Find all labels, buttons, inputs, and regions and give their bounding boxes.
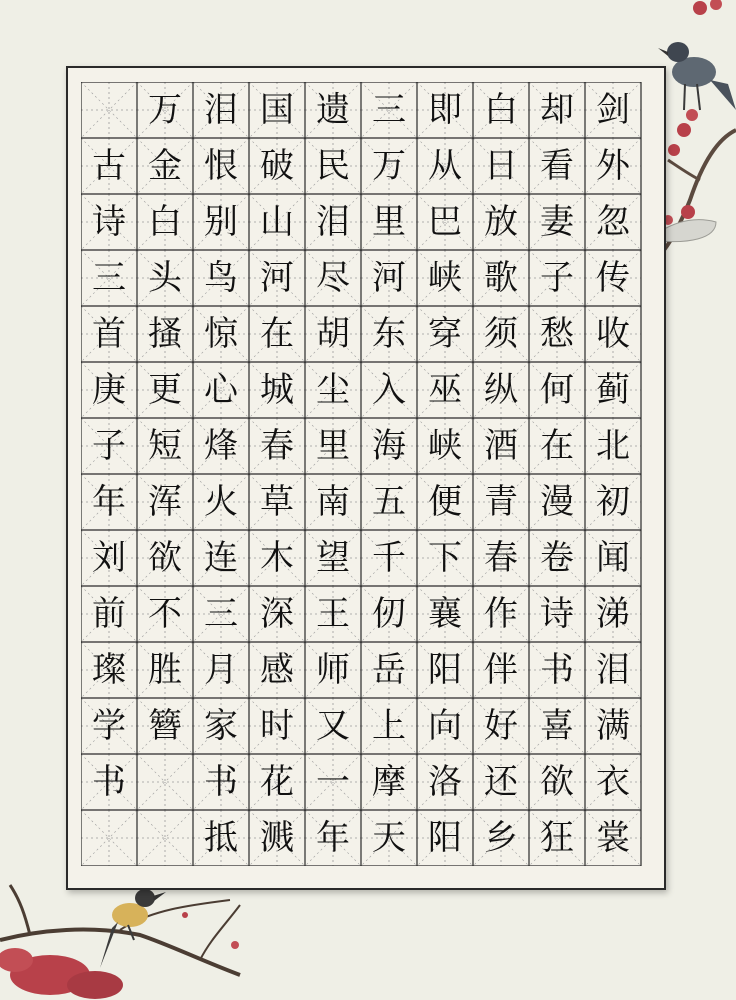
character-cell: 千 bbox=[372, 538, 406, 578]
character-cell: 恨 bbox=[204, 146, 238, 186]
character-cell: 闻 bbox=[596, 538, 630, 578]
character-cell: 泪 bbox=[596, 650, 630, 690]
character-cell: 歌 bbox=[484, 258, 518, 298]
character-cell: 即 bbox=[428, 90, 462, 130]
character-cell: 海 bbox=[372, 426, 406, 466]
character-cell: 剑 bbox=[596, 90, 630, 130]
character-cell: 万 bbox=[148, 90, 182, 130]
character-cell: 南 bbox=[316, 482, 350, 522]
character-cell: 木 bbox=[260, 538, 294, 578]
character-cell: 深 bbox=[260, 594, 294, 634]
character-cell: 春 bbox=[260, 426, 294, 466]
character-cell: 须 bbox=[484, 314, 518, 354]
character-cell: 万 bbox=[372, 146, 406, 186]
character-cell: 入 bbox=[372, 370, 406, 410]
character-cell: 酒 bbox=[484, 426, 518, 466]
character-cell: 望 bbox=[316, 538, 350, 578]
character-cell: 好 bbox=[484, 706, 518, 746]
character-cell: 书 bbox=[92, 762, 126, 802]
character-cell: 裳 bbox=[596, 818, 630, 858]
character-cell: 传 bbox=[596, 258, 630, 298]
character-cell: 天 bbox=[372, 818, 406, 858]
character-cell: 学 bbox=[92, 706, 126, 746]
character-cell: 抵 bbox=[204, 818, 238, 858]
character-cell: 胡 bbox=[316, 314, 350, 354]
character-cell: 仞 bbox=[372, 594, 406, 634]
character-cell: 穿 bbox=[428, 314, 462, 354]
character-cell: 白 bbox=[148, 202, 182, 242]
character-cell: 乡 bbox=[484, 818, 518, 858]
character-cell: 烽 bbox=[204, 426, 238, 466]
character-cell: 诗 bbox=[92, 202, 126, 242]
character-cell: 欲 bbox=[148, 538, 182, 578]
character-cell: 作 bbox=[484, 594, 518, 634]
character-cell: 蓟 bbox=[596, 370, 630, 410]
character-cell: 青 bbox=[484, 482, 518, 522]
character-cell: 洛 bbox=[428, 762, 462, 802]
character-cell: 摩 bbox=[372, 762, 406, 802]
character-cell: 阳 bbox=[428, 650, 462, 690]
character-cell: 城 bbox=[260, 370, 294, 410]
character-cell: 外 bbox=[596, 146, 630, 186]
character-cell: 阳 bbox=[428, 818, 462, 858]
character-cell: 满 bbox=[596, 706, 630, 746]
character-cell: 国 bbox=[260, 90, 294, 130]
character-cell: 日 bbox=[484, 146, 518, 186]
character-cell: 狂 bbox=[540, 818, 574, 858]
character-cell: 却 bbox=[540, 90, 574, 130]
character-cell: 不 bbox=[148, 594, 182, 634]
character-cell: 涕 bbox=[596, 594, 630, 634]
character-cell: 破 bbox=[260, 146, 294, 186]
character-cell: 搔 bbox=[148, 314, 182, 354]
character-cell: 子 bbox=[540, 258, 574, 298]
character-cell: 火 bbox=[204, 482, 238, 522]
character-cell: 峡 bbox=[428, 426, 462, 466]
character-cell: 山 bbox=[260, 202, 294, 242]
character-cell: 初 bbox=[596, 482, 630, 522]
character-cell: 又 bbox=[316, 706, 350, 746]
character-cell: 金 bbox=[148, 146, 182, 186]
character-cell: 更 bbox=[148, 370, 182, 410]
character-cell: 放 bbox=[484, 202, 518, 242]
character-cell: 五 bbox=[372, 482, 406, 522]
character-cell: 看 bbox=[540, 146, 574, 186]
character-cell: 上 bbox=[372, 706, 406, 746]
character-cell: 首 bbox=[92, 314, 126, 354]
character-cell: 花 bbox=[260, 762, 294, 802]
character-cell: 岳 bbox=[372, 650, 406, 690]
mi-zi-ge-grid bbox=[81, 82, 647, 866]
character-cell: 在 bbox=[260, 314, 294, 354]
character-cell: 卷 bbox=[540, 538, 574, 578]
character-cell: 何 bbox=[540, 370, 574, 410]
character-cell: 喜 bbox=[540, 706, 574, 746]
character-cell: 河 bbox=[260, 258, 294, 298]
character-cell: 前 bbox=[92, 594, 126, 634]
character-cell: 还 bbox=[484, 762, 518, 802]
character-cell: 子 bbox=[92, 426, 126, 466]
character-cell: 漫 bbox=[540, 482, 574, 522]
character-cell: 向 bbox=[428, 706, 462, 746]
character-cell: 古 bbox=[92, 146, 126, 186]
character-cell: 三 bbox=[92, 258, 126, 298]
character-cell: 泪 bbox=[316, 202, 350, 242]
character-cell: 家 bbox=[204, 706, 238, 746]
character-cell: 收 bbox=[596, 314, 630, 354]
character-cell: 书 bbox=[204, 762, 238, 802]
character-cell: 巫 bbox=[428, 370, 462, 410]
character-cell: 浑 bbox=[148, 482, 182, 522]
character-cell: 鸟 bbox=[204, 258, 238, 298]
character-cell: 愁 bbox=[540, 314, 574, 354]
character-cell: 泪 bbox=[204, 90, 238, 130]
character-cell: 伴 bbox=[484, 650, 518, 690]
character-cell: 尘 bbox=[316, 370, 350, 410]
character-cell: 感 bbox=[260, 650, 294, 690]
character-cell: 妻 bbox=[540, 202, 574, 242]
character-cell: 溅 bbox=[260, 818, 294, 858]
character-cell: 襄 bbox=[428, 594, 462, 634]
character-cell: 庚 bbox=[92, 370, 126, 410]
character-cell: 下 bbox=[428, 538, 462, 578]
character-cell: 尽 bbox=[316, 258, 350, 298]
character-cell: 欲 bbox=[540, 762, 574, 802]
bird-branch-bottom-left-icon bbox=[0, 885, 240, 999]
character-cell: 里 bbox=[372, 202, 406, 242]
character-cell: 心 bbox=[204, 370, 238, 410]
character-cell: 诗 bbox=[540, 594, 574, 634]
character-cell: 年 bbox=[92, 482, 126, 522]
character-cell: 刘 bbox=[92, 538, 126, 578]
character-cell: 峡 bbox=[428, 258, 462, 298]
character-cell: 巴 bbox=[428, 202, 462, 242]
character-cell: 书 bbox=[540, 650, 574, 690]
character-cell: 里 bbox=[316, 426, 350, 466]
character-cell: 三 bbox=[204, 594, 238, 634]
character-cell: 短 bbox=[148, 426, 182, 466]
character-cell: 王 bbox=[316, 594, 350, 634]
character-cell: 白 bbox=[484, 90, 518, 130]
character-cell: 惊 bbox=[204, 314, 238, 354]
character-cell: 民 bbox=[316, 146, 350, 186]
character-cell: 一 bbox=[316, 762, 350, 802]
character-cell: 胜 bbox=[148, 650, 182, 690]
character-cell: 草 bbox=[260, 482, 294, 522]
character-cell: 头 bbox=[148, 258, 182, 298]
character-cell: 便 bbox=[428, 482, 462, 522]
character-cell: 从 bbox=[428, 146, 462, 186]
character-cell: 三 bbox=[372, 90, 406, 130]
character-cell: 月 bbox=[204, 650, 238, 690]
character-cell: 忽 bbox=[596, 202, 630, 242]
character-cell: 连 bbox=[204, 538, 238, 578]
character-cell: 东 bbox=[372, 314, 406, 354]
character-cell: 时 bbox=[260, 706, 294, 746]
character-cell: 在 bbox=[540, 426, 574, 466]
character-cell: 师 bbox=[316, 650, 350, 690]
character-cell: 别 bbox=[204, 202, 238, 242]
character-cell: 年 bbox=[316, 818, 350, 858]
character-cell: 北 bbox=[596, 426, 630, 466]
character-cell: 河 bbox=[372, 258, 406, 298]
calligraphy-practice-sheet bbox=[66, 66, 666, 890]
character-cell: 簪 bbox=[148, 706, 182, 746]
character-cell: 春 bbox=[484, 538, 518, 578]
character-cell: 纵 bbox=[484, 370, 518, 410]
character-cell: 遗 bbox=[316, 90, 350, 130]
character-cell: 衣 bbox=[596, 762, 630, 802]
character-cell: 璨 bbox=[92, 650, 126, 690]
